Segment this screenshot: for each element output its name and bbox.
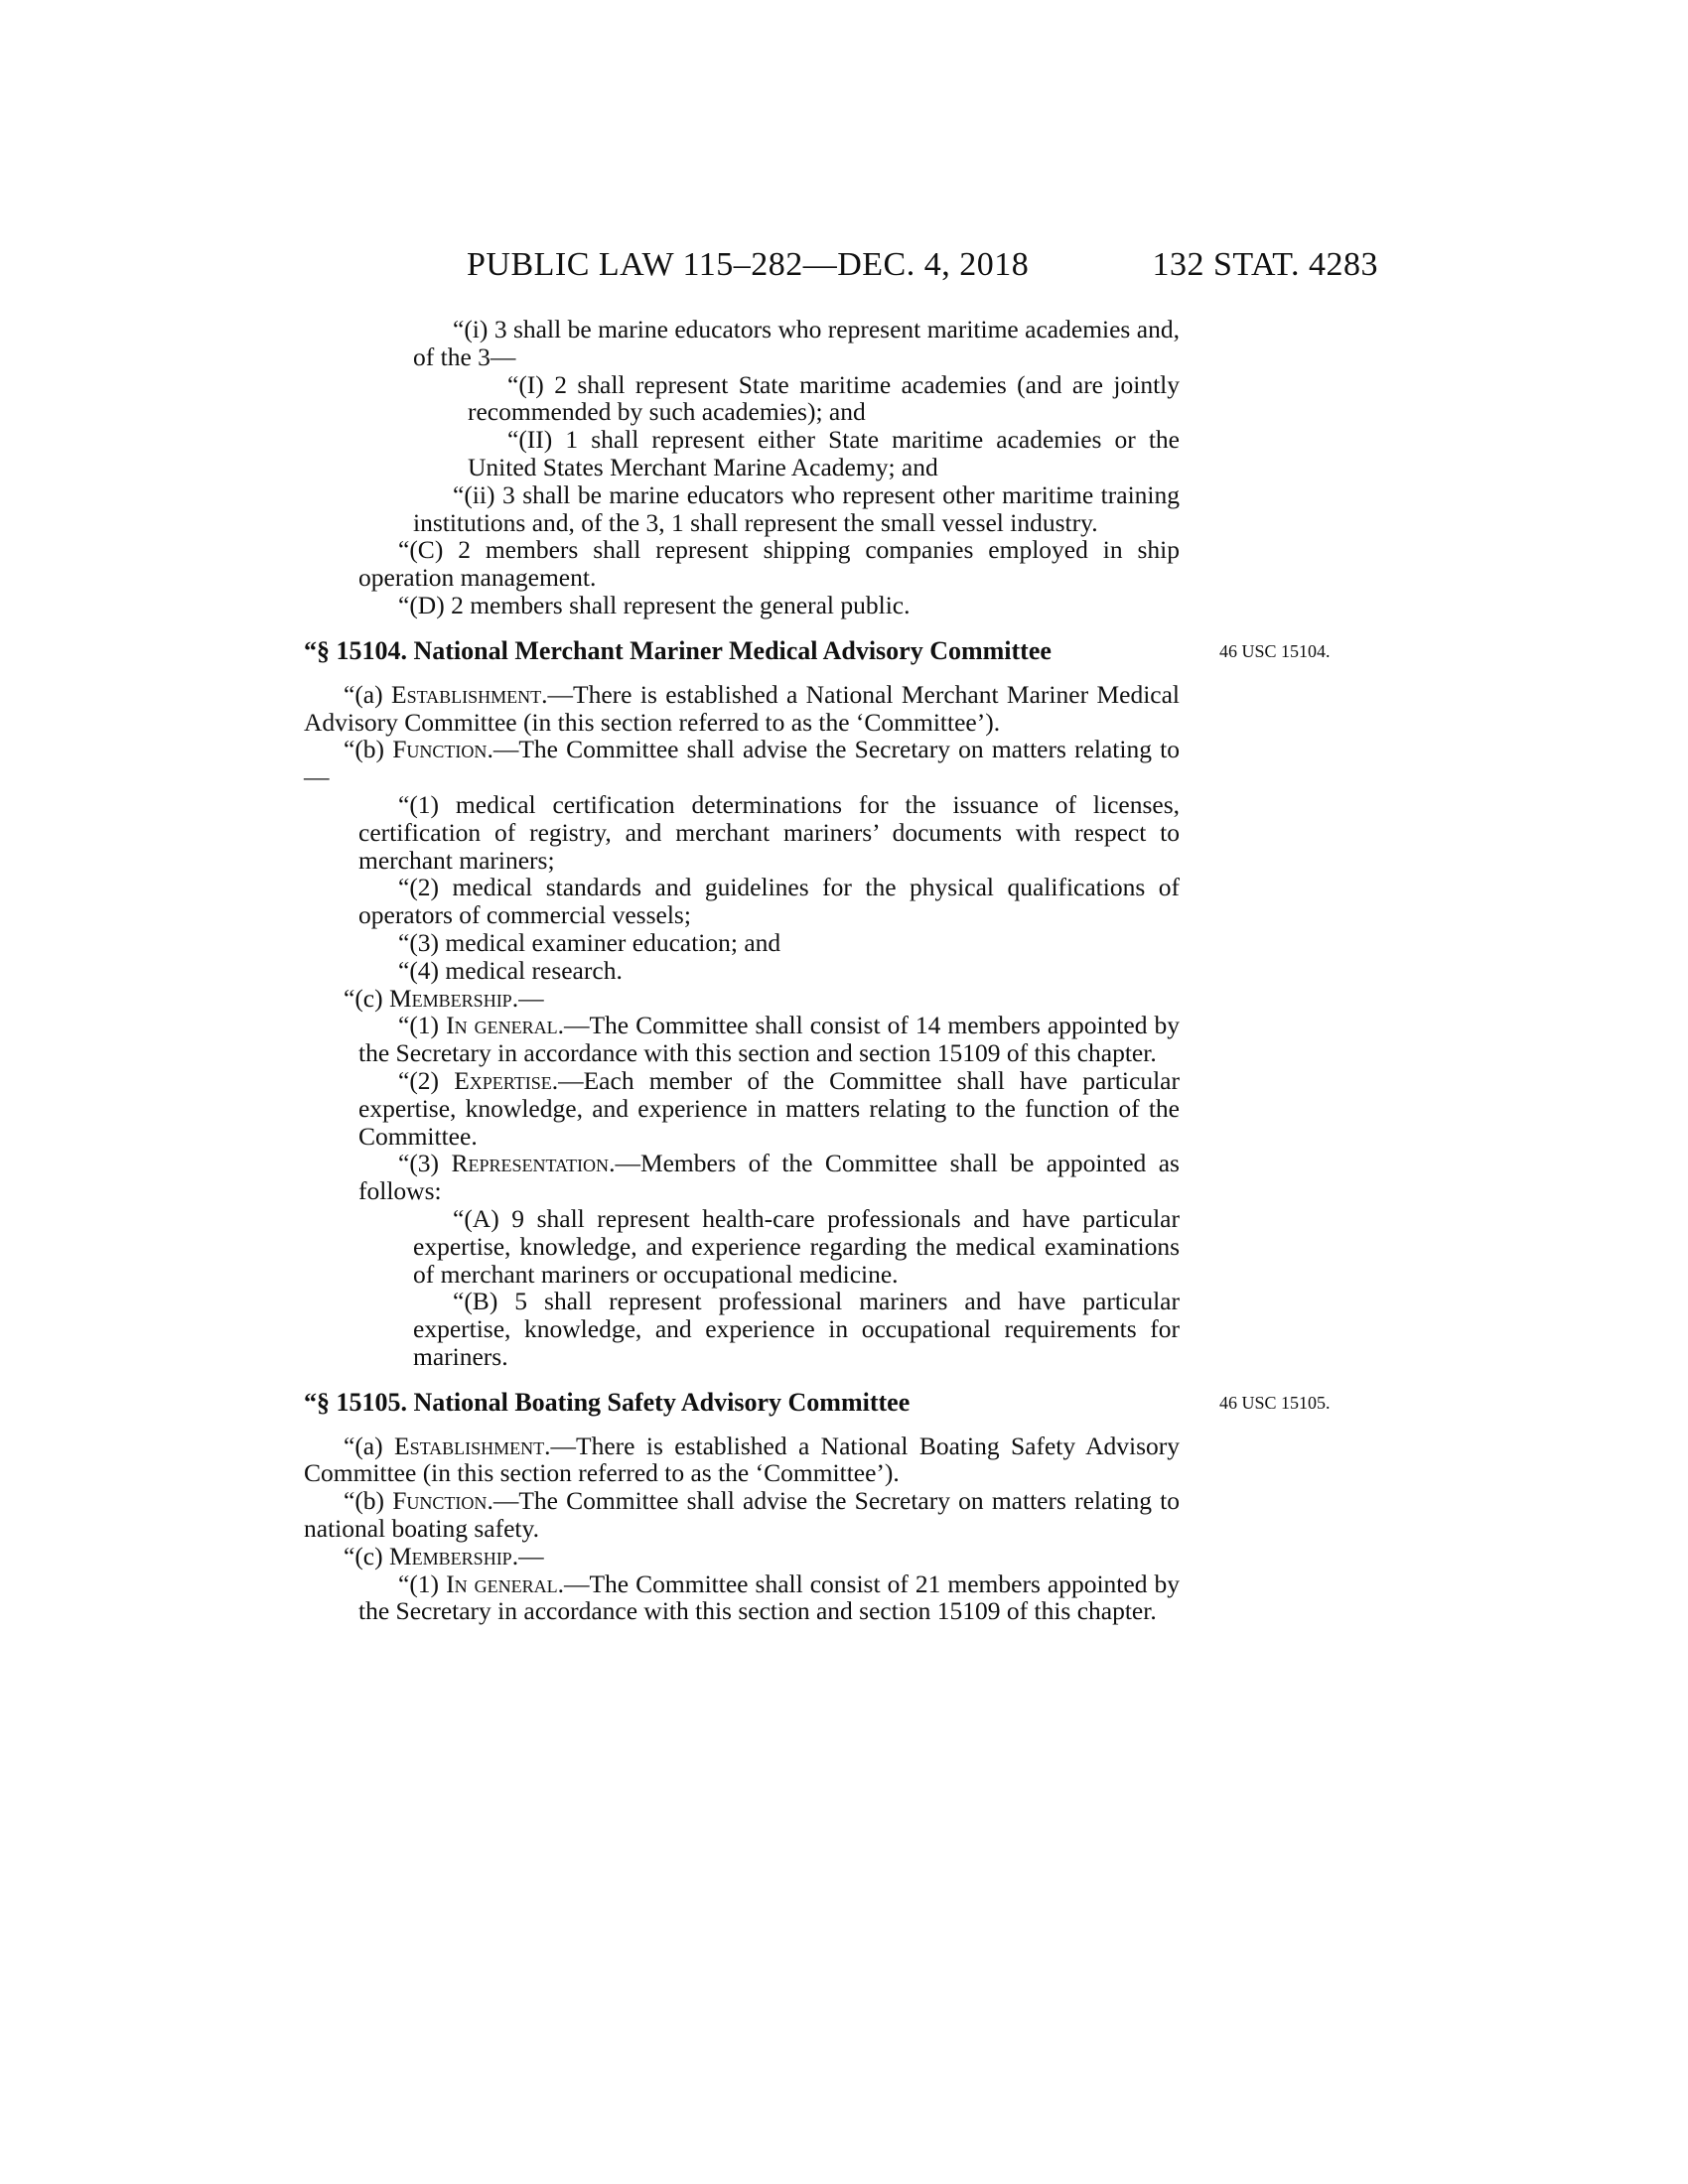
- s15104-b-text: .—The Committee shall advise the Secretary on matters relating to—: [304, 735, 1180, 792]
- s15105-b-label: “(b): [344, 1486, 393, 1516]
- s15105-a-establishment: [304, 1433, 1180, 1488]
- s15104-c-text: .—: [511, 983, 544, 1013]
- s15104-b-item-1: “(1) medical certification determinations for the issuance of licenses, certification of registry, and merchant mariners’ documents with respect to merchant mariners;: [358, 789, 1180, 875]
- s15105-c-text: .—: [511, 1541, 544, 1570]
- s15104-a-caption: Establishment: [391, 679, 542, 709]
- subclause-I: “(I) 2 shall represent State maritime academies (and are jointly recommended by such academies); and: [468, 369, 1180, 427]
- s15105-c-membership: [304, 1543, 1180, 1570]
- section-heading-15105: [304, 1389, 1180, 1417]
- s15104-c3-item-B: “(B) 5 shall represent professional mariners and have particular expertise, knowledge, and experience in occupational requirements for mariners.: [413, 1287, 1180, 1371]
- s15104-c1-caption: In general: [446, 1011, 558, 1040]
- s15104-c2-caption: Expertise: [454, 1065, 552, 1095]
- subparagraph-C: “(C) 2 members shall represent shipping companies employed in ship operation management.: [358, 535, 1180, 593]
- s15104-c-caption: Membership: [389, 983, 512, 1013]
- s15105-c-label: “(c): [344, 1541, 389, 1570]
- margin-note-15105: 46 USC 15105.: [1219, 1392, 1331, 1413]
- s15104-b-item-2: “(2) medical standards and guidelines for the physical qualifications of operators of commercial vessels;: [358, 873, 1180, 930]
- s15104-c-membership: [304, 985, 1180, 1013]
- s15104-c3-caption: Representation: [451, 1149, 610, 1178]
- s15105-b-text: .—The Committee shall advise the Secretary on matters relating to national boating safety.: [304, 1486, 1180, 1544]
- margin-note-15104: 46 USC 15104.: [1219, 640, 1331, 661]
- subclause-II: “(II) 1 shall represent either State maritime academies or the United States Merchant Marine Academy; and: [468, 425, 1180, 481]
- s15104-c2-text: .—Each member of the Committee shall have particular expertise, knowledge, and experience in matters relating to the function of the Committee.: [358, 1065, 1180, 1151]
- s15104-c3-representation: [304, 1150, 1180, 1205]
- body-text: [304, 316, 1180, 1625]
- s15105-c-caption: Membership: [389, 1541, 512, 1570]
- s15104-b-item-4: “(4) medical research.: [398, 955, 623, 985]
- s15105-a-label: “(a): [344, 1431, 395, 1460]
- subparagraph-D: “(D) 2 members shall represent the general public.: [398, 590, 911, 619]
- s15104-c-label: “(c): [344, 983, 389, 1013]
- running-head: PUBLIC LAW 115–282—DEC. 4, 2018: [467, 246, 1030, 283]
- s15105-b-caption: Function: [392, 1486, 488, 1516]
- s15104-b-item-3: “(3) medical examiner education; and: [398, 927, 781, 957]
- clause-i: “(i) 3 shall be marine educators who represent maritime academies and, of the 3—: [413, 315, 1180, 371]
- s15104-c1-text: .—The Committee shall consist of 14 members appointed by the Secretary in accordance with this section and section 15109 of this chapter.: [358, 1011, 1180, 1068]
- s15105-c1-caption: In general: [446, 1569, 558, 1598]
- s15105-c1-label: “(1): [398, 1569, 447, 1598]
- s15104-a-text: .—There is established a National Merchant Mariner Medical Advisory Committee (in this section referred to as the ‘Committee’).: [304, 679, 1180, 737]
- section-heading-15104: [304, 637, 1180, 665]
- s15104-c3-item-A: “(A) 9 shall represent health-care professionals and have particular expertise, knowledge, and experience regarding the medical examinations of merchant mariners or occupational medicine.: [413, 1203, 1180, 1289]
- s15104-c2-expertise: [304, 1067, 1180, 1150]
- s15104-b-caption: Function: [392, 735, 488, 764]
- statute-page-number: 132 STAT. 4283: [1152, 246, 1378, 283]
- s15105-b-function: [304, 1487, 1180, 1543]
- clause-ii: “(ii) 3 shall be marine educators who represent other maritime training institutions and, of the 3, 1 shall represent the small vessel industry.: [413, 479, 1180, 537]
- s15104-c1-in-general: [304, 1012, 1180, 1067]
- s15105-c1-in-general: [304, 1570, 1180, 1626]
- s15104-c1-label: “(1): [398, 1011, 447, 1040]
- s15104-c3-text: .—Members of the Committee shall be appointed as follows:: [358, 1149, 1180, 1206]
- s15104-c2-label: “(2): [398, 1065, 455, 1095]
- section-title-15105: “§ 15105. National Boating Safety Advisory Committee: [304, 1387, 911, 1417]
- s15104-a-label: “(a): [344, 679, 392, 709]
- section-title-15104: “§ 15104. National Merchant Mariner Medical Advisory Committee: [304, 635, 1052, 665]
- s15105-a-text: .—There is established a National Boating Safety Advisory Committee (in this section referred to as the ‘Committee’).: [304, 1431, 1181, 1488]
- s15104-a-establishment: [304, 681, 1180, 737]
- s15104-c3-label: “(3): [398, 1149, 452, 1178]
- s15104-b-function: [304, 736, 1180, 791]
- s15104-b-label: “(b): [344, 735, 393, 764]
- s15105-a-caption: Establishment: [394, 1431, 545, 1460]
- s15105-c1-text: .—The Committee shall consist of 21 members appointed by the Secretary in accordance with this section and section 15109 of this chapter.: [358, 1569, 1180, 1626]
